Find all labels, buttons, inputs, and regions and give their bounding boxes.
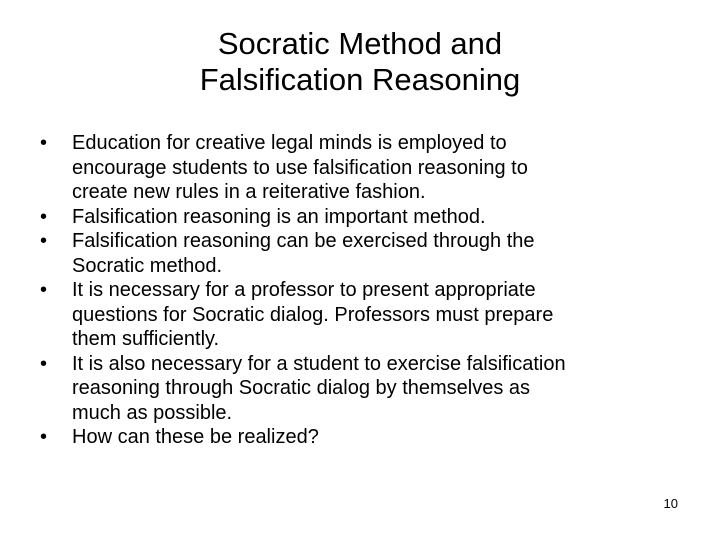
bullet-item (40, 352, 690, 426)
bullet-text-line: It is necessary for a professor to present appropriate (72, 279, 536, 301)
bullet-text-line: create new rules in a reiterative fashion. (72, 181, 426, 203)
bullet-dot: • (40, 426, 48, 448)
bullet-text-line: How can these be realized? (72, 426, 319, 448)
bullet-item (40, 229, 690, 278)
bullet-text-line: much as possible. (72, 401, 233, 424)
bullet-text-line: them sufficiently. (72, 328, 220, 350)
page-number: 10 (663, 496, 678, 511)
bullet-text-line: It is also necessary for a student to exercise falsification (72, 352, 566, 375)
bullet-dot: • (40, 230, 48, 252)
bullet-text-line: Falsification reasoning is an important method. (72, 205, 486, 228)
bullet-dot: • (40, 279, 48, 301)
slide-title-line: Socratic Method and (217, 26, 503, 61)
bullet-text-line: Education for creative legal minds is employed to (72, 132, 507, 154)
bullet-dot: • (40, 352, 48, 375)
bullet-dot: • (40, 205, 48, 228)
bullet-text-line: questions for Socratic dialog. Professors must prepare (72, 303, 554, 326)
bullet-text-line: encourage students to use falsification reasoning to (72, 156, 528, 179)
bullet-text-line: Falsification reasoning can be exercised through the (72, 230, 535, 252)
bullet-text-line: reasoning through Socratic dialog by themselves as (72, 377, 531, 399)
bullet-text-line: Socratic method. (72, 254, 223, 277)
bullet-list (40, 131, 690, 450)
slide-title-line: Falsification Reasoning (199, 62, 521, 97)
bullet-item (40, 131, 690, 205)
bullet-item (40, 278, 690, 352)
bullet-item (40, 205, 690, 230)
bullet-item (40, 425, 690, 450)
slide-title (0, 26, 720, 98)
bullet-dot: • (40, 132, 48, 154)
